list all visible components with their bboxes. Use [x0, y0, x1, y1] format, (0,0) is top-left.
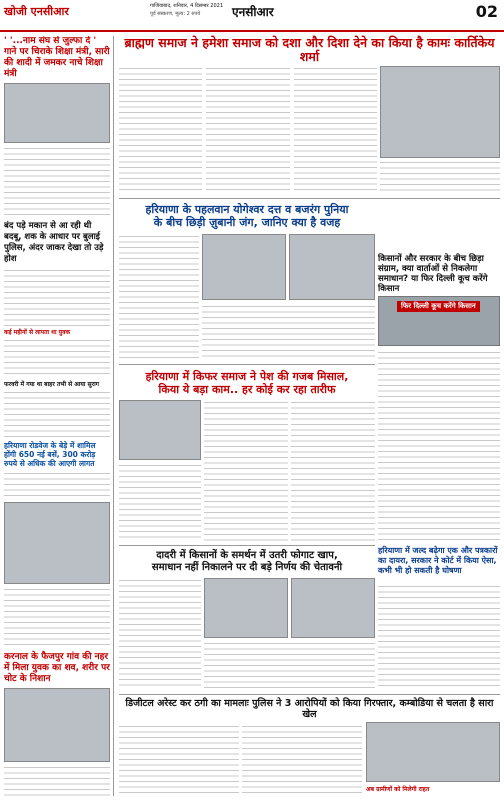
section-name: एनसीआर — [232, 5, 274, 19]
story-1 — [119, 36, 500, 64]
story-5 — [119, 698, 500, 720]
news-photo — [366, 722, 500, 782]
divider — [119, 364, 375, 365]
article-body — [119, 578, 201, 690]
story-2 — [119, 203, 375, 229]
article-body — [204, 641, 375, 690]
headline-1: ब्राह्मण समाज ने हमेशा समाज को दशा और दिशा देने का किया है कामः कार्तिकेय शर्मा — [124, 35, 495, 64]
headline-4 — [119, 550, 375, 574]
divider — [119, 694, 500, 695]
article-body — [4, 390, 110, 438]
news-photo — [289, 234, 375, 300]
side-headline-farmers: किसानों और सरकार के बीच छिड़ा संग्राम, क्या वार्ताओं से निकलेगा समाधान? या फिर दिल्ली कूच करेंगे किसान — [378, 254, 488, 294]
headline-4-line-2: समाधान नहीं निकालने पर दी बड़े निर्णय की चेतावनी — [151, 562, 343, 573]
side-subhead: अब ग्रामीणों को मिलेगी राहत — [366, 786, 430, 793]
left-column — [4, 36, 114, 796]
article-body — [204, 400, 288, 541]
article-body — [242, 724, 362, 796]
article-body — [4, 471, 110, 499]
left-headline-3: हरियाणा रोडवेज के बेड़े में शामिल होंगी 650 नई बसें, 300 करोड़ रुपये से अधिक की आएगी लागत — [4, 441, 96, 468]
article-body — [119, 724, 239, 796]
story-3 — [119, 370, 375, 396]
article-body — [4, 146, 110, 218]
farmers-photo — [378, 296, 500, 346]
headline-3 — [119, 370, 375, 396]
article-body — [119, 463, 201, 541]
left-subhead: फरवरी में गया था बाहर तभी से आया सुराग — [4, 381, 99, 388]
headline-2-line-1: हरियाणा के पहलवान योगेश्वर दत्त व बजरंग पुनिया — [145, 203, 349, 216]
headline-2-line-2: के बीच छिड़ी ज़ुबानी जंग, जानिए क्या है वजह — [153, 216, 341, 229]
left-subhead: कई महीनों से लापता था युवक — [4, 329, 71, 336]
page-header — [0, 0, 504, 32]
news-photo — [291, 578, 375, 638]
divider — [119, 198, 500, 199]
page-number: 02 — [475, 2, 498, 21]
article-body — [4, 268, 110, 326]
news-photo — [202, 234, 286, 300]
side-story-farmers — [378, 254, 500, 294]
article-body — [4, 338, 110, 378]
article-body — [378, 350, 500, 540]
news-photo — [4, 688, 110, 762]
left-headline-1: ' '...नाम संघ से जुल्फा दे ' गाने पर चिराके शिक्षा मंत्री, सारी की शादी में जमकर नाचे शिक्षा मंत्री — [4, 36, 110, 79]
headline-3-line-1: हरियाणा में किफर समाज ने पेश की गजब मिसाल, — [145, 370, 349, 383]
article-body — [119, 234, 199, 358]
article-body — [378, 584, 500, 690]
newspaper-brand: खोजी एनसीआर — [4, 5, 69, 18]
headline-5: डिजीटल अरेस्ट कर ठगी का मामलाः पुलिस ने 3 आरोपियों को किया गिरफ्तार, कम्बोडिया से चलता है सारा खेल — [125, 698, 494, 720]
edition-info: पूर्व संस्करण, मूल्य: 2 रुपये — [150, 11, 201, 17]
headline-3-line-2: किया ये बड़ा काम.. हर कोई कर रहा तारीफ — [158, 383, 336, 396]
side-story-journalists — [378, 546, 500, 576]
article-body — [291, 400, 375, 541]
news-photo — [119, 400, 201, 460]
article-body — [202, 304, 375, 358]
left-headline-4: करनाल के फैजपुर गांव की नहर में मिला युवक का शव, शरीर पर चोट के निशान — [4, 652, 110, 684]
side-headline-journalists: हरियाणा में जल्द बढ़ेगा एक और पत्रकारों का दायरा, सरकार ने कोर्ट में किया ऐसा, कभी भी हो सकती है घोषणा — [378, 546, 498, 575]
photo-caption-tag: फिर दिल्ली कूच करेंगे किसान — [397, 301, 480, 312]
news-photo — [4, 502, 110, 584]
divider — [119, 545, 375, 546]
headline-2 — [119, 203, 375, 229]
story-1-body — [119, 66, 377, 194]
news-photo — [4, 83, 110, 143]
news-photo — [380, 66, 500, 158]
article-body — [4, 765, 110, 796]
story-4 — [119, 550, 375, 574]
left-headline-2: बंद पड़े मकान से आ रही थी बदबू, शक के आधार पर बुलाई पुलिस, अंदर जाकर देखा तो उड़े होश — [4, 221, 104, 264]
edition-date: गाजियाबाद, शनिवार, 4 दिसम्बर 2021 — [150, 3, 224, 9]
news-photo — [204, 578, 288, 638]
article-body — [380, 160, 500, 194]
article-body — [4, 587, 110, 649]
headline-4-line-1: दादरी में किसानों के समर्थन में उतरी फोगाट खाप, — [156, 550, 338, 561]
